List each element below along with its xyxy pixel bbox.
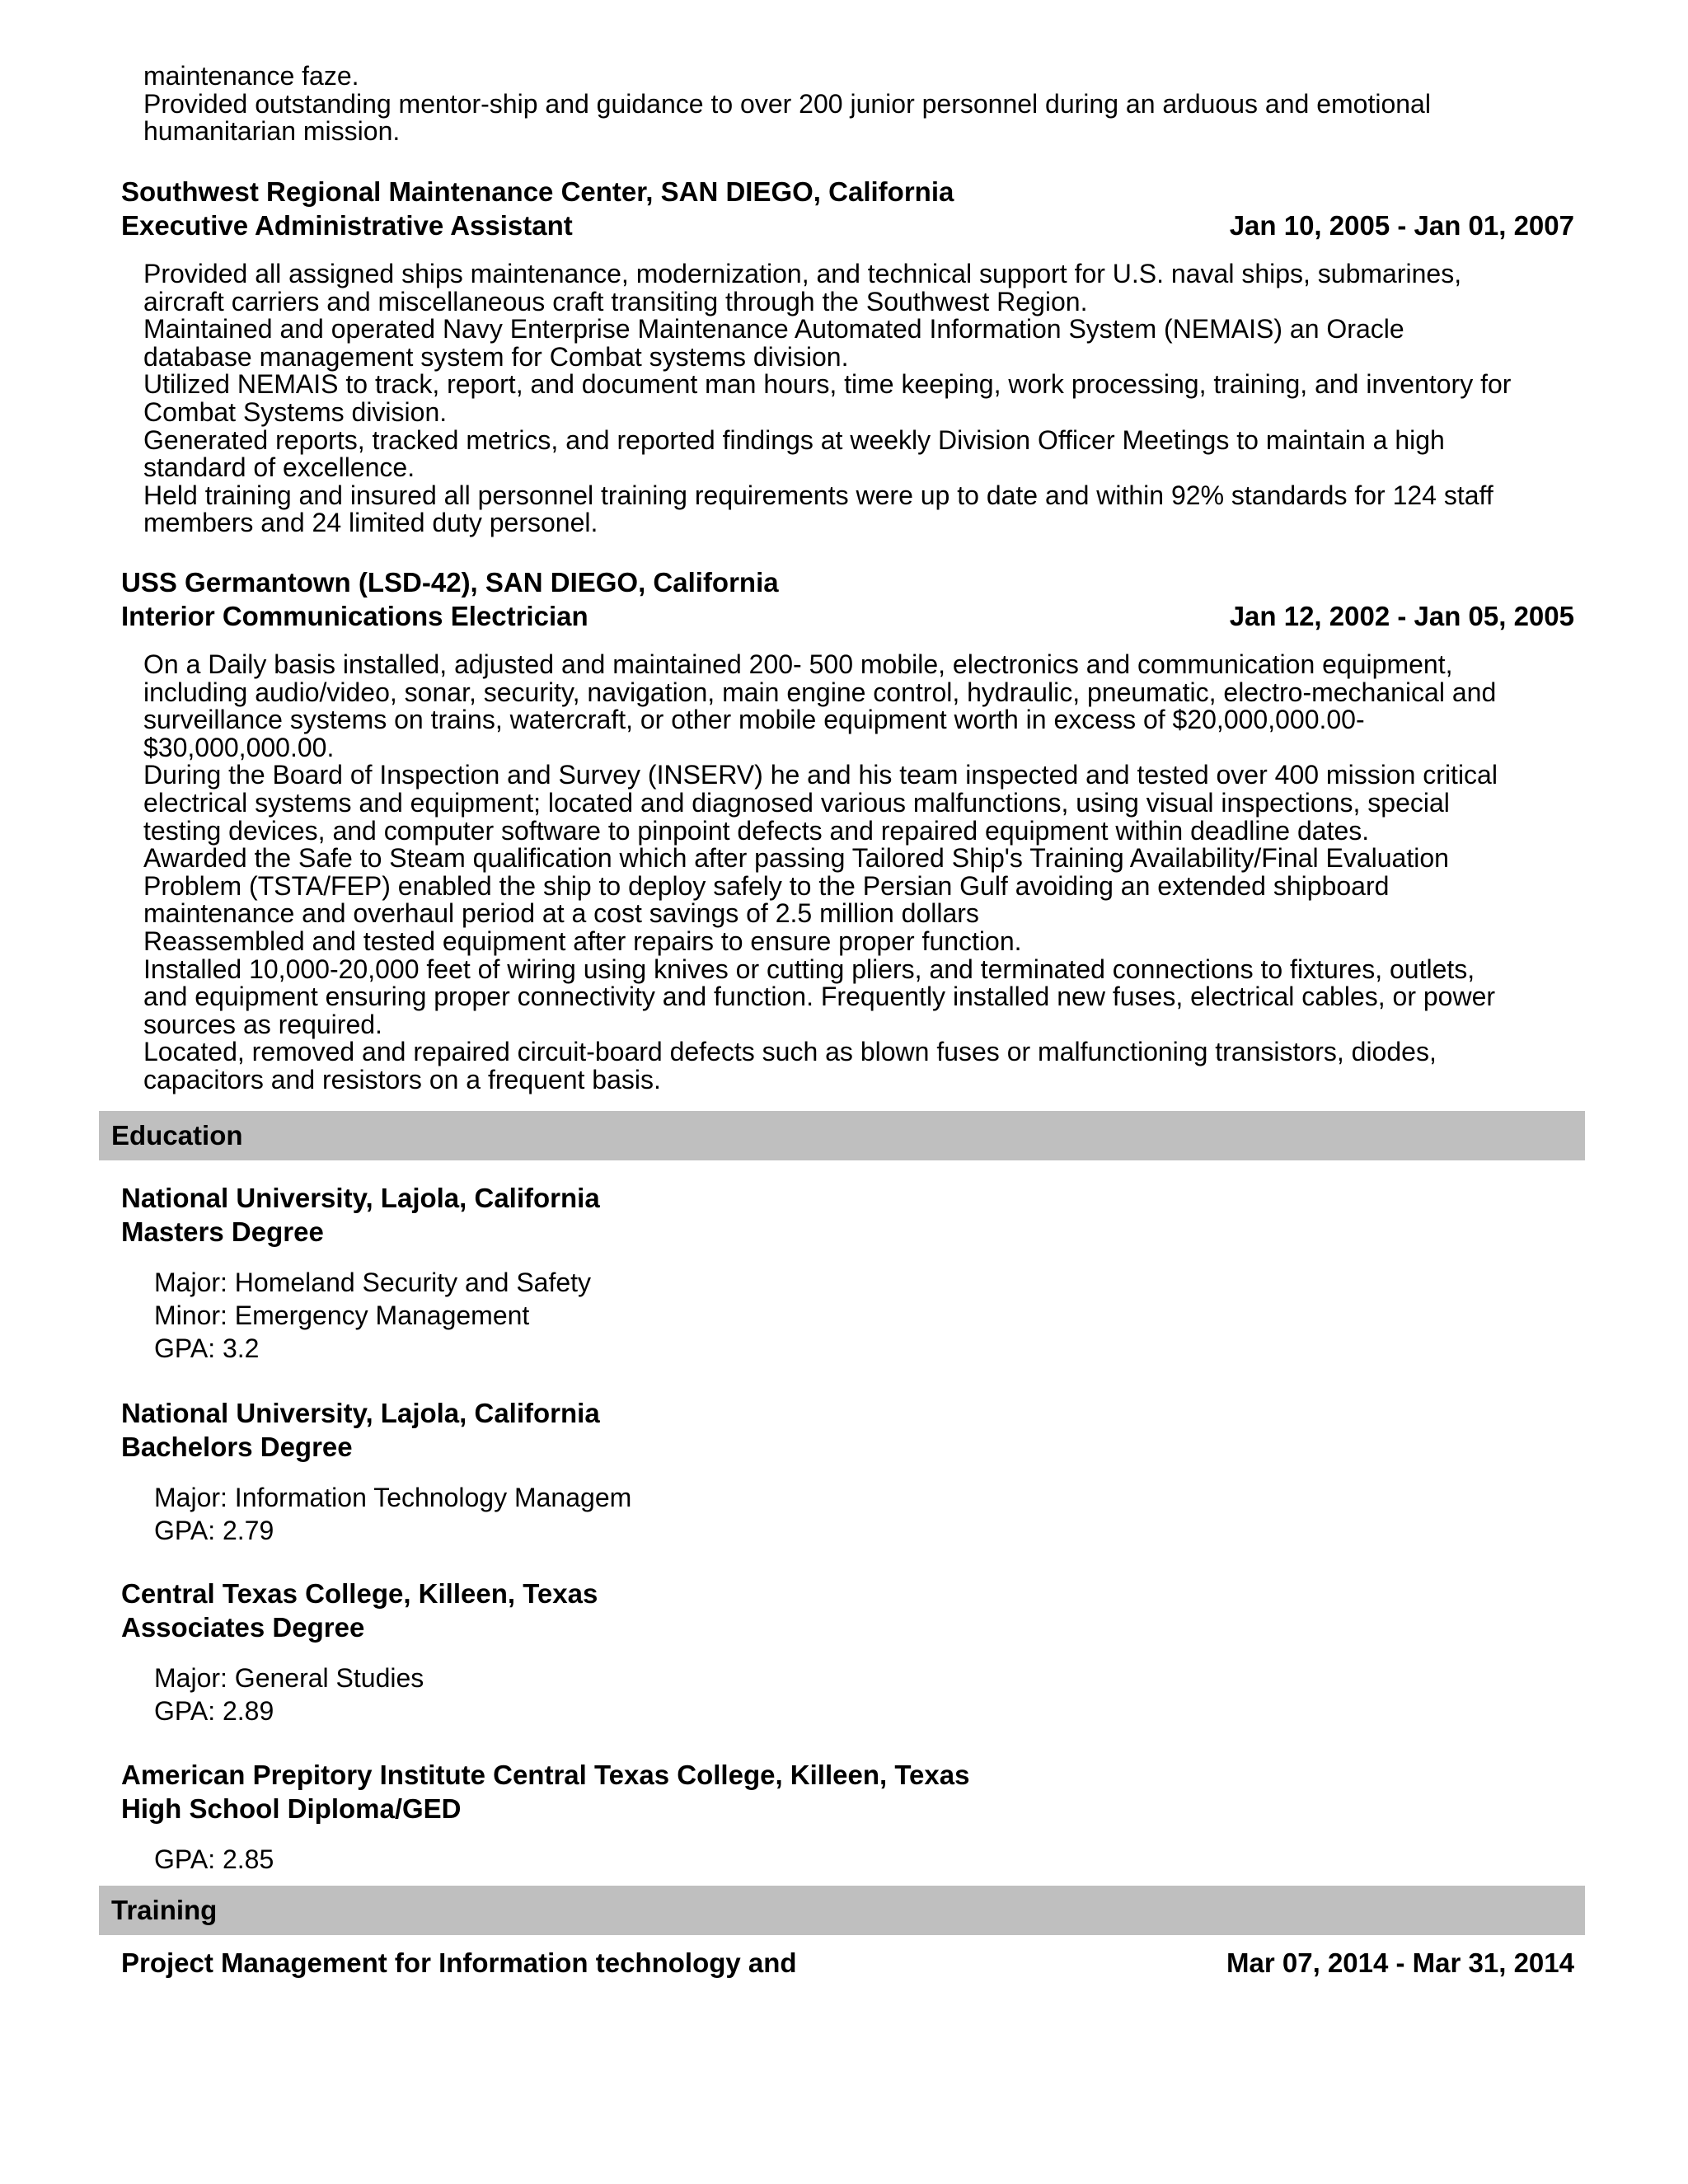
- experience-entry-header: [121, 175, 1574, 242]
- experience-description: [143, 260, 1594, 537]
- description-line: Provided all assigned ships maintenance, modernization, and technical support for U.S. naval ships, submarines,: [143, 259, 1462, 288]
- job-dates: Jan 12, 2002 - Jan 05, 2005: [1229, 601, 1574, 631]
- job-title: Executive Administrative Assistant: [121, 210, 573, 241]
- description-line: Located, removed and repaired circuit-board defects such as blown fuses or malfunctioning transistors, diodes,: [143, 1037, 1437, 1067]
- intro-line: Provided outstanding mentor-ship and guidance to over 200 junior personnel during an arduous and emotional: [143, 88, 1431, 119]
- education-detail-line: Major: Homeland Security and Safety: [154, 1268, 592, 1297]
- intro-continuation: [143, 63, 1594, 146]
- education-details: [154, 1661, 424, 1727]
- description-line: Combat Systems division.: [143, 396, 448, 427]
- education-details: [154, 1843, 274, 1876]
- school-name: National University, Lajola, California: [121, 1183, 600, 1213]
- description-line: members and 24 limited duty personel.: [143, 508, 598, 538]
- description-line: During the Board of Inspection and Survey (INSERV) he and his team inspected and tested over 400 mission critical: [143, 760, 1498, 790]
- description-line: maintenance and overhaul period at a cost savings of 2.5 million dollars: [143, 898, 979, 929]
- employer-name: USS Germantown (LSD-42), SAN DIEGO, California: [121, 567, 779, 598]
- description-line: electrical systems and equipment; located and diagnosed various malfunctions, using visual inspections, special: [143, 787, 1450, 818]
- school-name: American Prepitory Institute Central Texas College, Killeen, Texas: [121, 1760, 970, 1790]
- education-detail-line: Minor: Emergency Management: [154, 1301, 530, 1330]
- description-line: On a Daily basis installed, adjusted and maintained 200- 500 mobile, electronics and communication equipment,: [143, 649, 1453, 679]
- description-line: including audio/video, sonar, security, navigation, main engine control, hydraulic, pneumatic, electro-mechanical and: [143, 677, 1497, 707]
- description-line: and equipment ensuring proper connectivity and function. Frequently installed new fuses, electrical cables, or power: [143, 982, 1496, 1012]
- education-detail-line: GPA: 2.79: [154, 1516, 274, 1545]
- education-detail-line: Major: Information Technology Managem: [154, 1483, 632, 1512]
- degree-name: Bachelors Degree: [121, 1432, 353, 1462]
- education-section-heading: Education: [99, 1111, 1585, 1160]
- description-line: database management system for Combat systems division.: [143, 341, 849, 372]
- experience-description: [143, 651, 1594, 1094]
- training-dates: Mar 07, 2014 - Mar 31, 2014: [1226, 1947, 1574, 1978]
- training-entry-header: [121, 1946, 1574, 1980]
- description-line: $30,000,000.00.: [143, 732, 335, 762]
- description-line: capacitors and resistors on a frequent basis.: [143, 1064, 661, 1094]
- description-line: standard of excellence.: [143, 452, 415, 483]
- job-title: Interior Communications Electrician: [121, 601, 588, 631]
- intro-line: humanitarian mission.: [143, 116, 401, 147]
- education-entry-header: [121, 1181, 1574, 1249]
- intro-line: maintenance faze.: [143, 61, 359, 91]
- description-line: aircraft carriers and miscellaneous craft transiting through the Southwest Region.: [143, 286, 1088, 316]
- description-line: Generated reports, tracked metrics, and reported findings at weekly Division Officer Meetings to maintain a high: [143, 424, 1445, 455]
- education-entry-header: [121, 1396, 1574, 1464]
- training-section-heading: Training: [99, 1886, 1585, 1935]
- degree-name: Masters Degree: [121, 1216, 324, 1247]
- school-name: Central Texas College, Killeen, Texas: [121, 1578, 598, 1609]
- description-line: Awarded the Safe to Steam qualification which after passing Tailored Ship's Training Availability/Final Evaluation: [143, 843, 1449, 874]
- description-line: sources as required.: [143, 1009, 382, 1039]
- education-details: [154, 1266, 591, 1365]
- education-entry-header: [121, 1758, 1574, 1825]
- description-line: Held training and insured all personnel training requirements were up to date and within 92% standards for 124 staff: [143, 480, 1493, 510]
- training-title: Project Management for Information technology and: [121, 1947, 797, 1978]
- description-line: Problem (TSTA/FEP) enabled the ship to deploy safely to the Persian Gulf avoiding an extended shipboard: [143, 870, 1390, 901]
- job-dates: Jan 10, 2005 - Jan 01, 2007: [1229, 210, 1574, 241]
- education-detail-line: GPA: 2.89: [154, 1696, 274, 1726]
- description-line: surveillance systems on trains, watercraft, or other mobile equipment worth in excess of $20,000,000.00-: [143, 705, 1365, 735]
- description-line: Maintained and operated Navy Enterprise Maintenance Automated Information System (NEMAIS) an Oracle: [143, 314, 1404, 344]
- education-detail-line: Major: General Studies: [154, 1663, 424, 1693]
- experience-entry-header: [121, 565, 1574, 633]
- education-detail-line: GPA: 3.2: [154, 1333, 260, 1363]
- description-line: Reassembled and tested equipment after repairs to ensure proper function.: [143, 926, 1022, 956]
- degree-name: High School Diploma/GED: [121, 1793, 462, 1824]
- employer-name: Southwest Regional Maintenance Center, SAN DIEGO, California: [121, 176, 954, 207]
- degree-name: Associates Degree: [121, 1612, 365, 1643]
- description-line: Installed 10,000-20,000 feet of wiring using knives or cutting pliers, and terminated connections to fixtures, outlets,: [143, 954, 1475, 984]
- education-details: [154, 1481, 631, 1547]
- education-detail-line: GPA: 2.85: [154, 1844, 274, 1874]
- education-entry-header: [121, 1577, 1574, 1644]
- description-line: Utilized NEMAIS to track, report, and document man hours, time keeping, work processing, training, and inventory for: [143, 369, 1512, 400]
- description-line: testing devices, and computer software to pinpoint defects and repaired equipment within deadline dates.: [143, 815, 1370, 846]
- school-name: National University, Lajola, California: [121, 1398, 600, 1428]
